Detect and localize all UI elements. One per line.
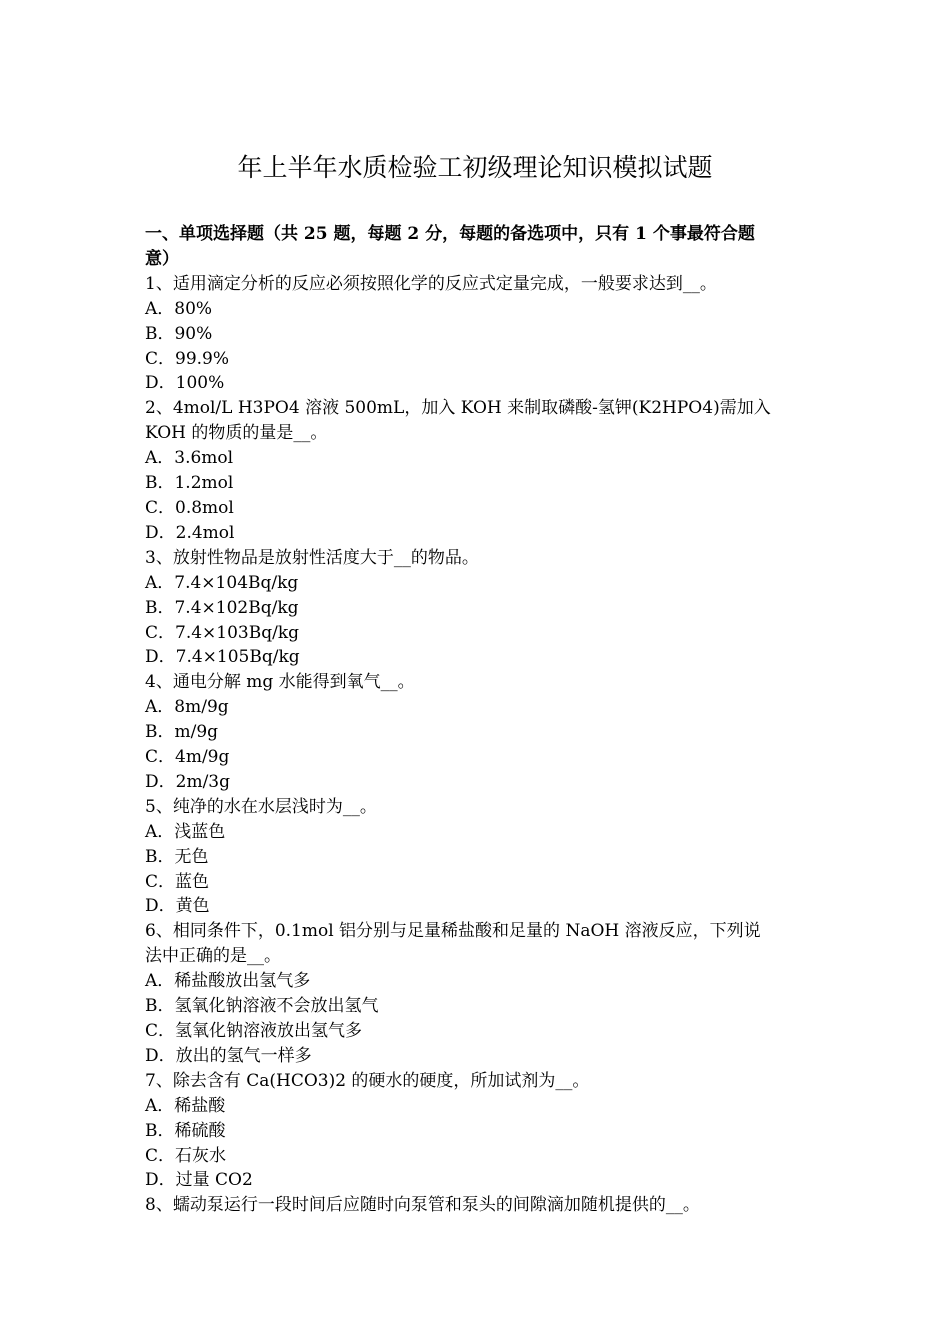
answer-option: C．蓝色 bbox=[145, 871, 210, 892]
answer-option: A．80% bbox=[145, 298, 213, 319]
answer-option: A．8m/9g bbox=[145, 697, 229, 718]
answer-option: B．90% bbox=[145, 323, 213, 344]
answer-option: D．2m/3g bbox=[145, 771, 230, 792]
section-heading-line: 意） bbox=[145, 248, 179, 269]
question-text: 7、除去含有 Ca(HCO3)2 的硬水的硬度，所加试剂为__。 bbox=[145, 1070, 590, 1091]
answer-option: D．黄色 bbox=[145, 896, 210, 917]
answer-option: D．过量 CO2 bbox=[145, 1170, 253, 1191]
question-text: 5、纯净的水在水层浅时为__。 bbox=[145, 796, 377, 817]
question bbox=[145, 919, 810, 1068]
question bbox=[145, 795, 810, 920]
answer-option: B．1.2mol bbox=[145, 473, 234, 494]
answer-option: B．氢氧化钠溶液不会放出氢气 bbox=[145, 996, 379, 1017]
answer-option: A．7.4×104Bq/kg bbox=[145, 572, 299, 593]
question-text: 6、相同条件下，0.1mol 铝分别与足量稀盐酸和足量的 NaOH 溶液反应，下列说 bbox=[145, 921, 761, 942]
answer-option: D．7.4×105Bq/kg bbox=[145, 647, 300, 668]
answer-option: D．放出的氢气一样多 bbox=[145, 1045, 312, 1066]
answer-option: B．无色 bbox=[145, 846, 209, 867]
answer-option: D．100% bbox=[145, 373, 225, 394]
answer-option: C．氢氧化钠溶液放出氢气多 bbox=[145, 1021, 363, 1041]
question bbox=[145, 1193, 810, 1218]
answer-option: A．浅蓝色 bbox=[145, 821, 226, 842]
answer-option: B．稀硫酸 bbox=[145, 1120, 226, 1141]
question-list bbox=[145, 272, 810, 1218]
question-text: 1、适用滴定分析的反应必须按照化学的反应式定量完成，一般要求达到__。 bbox=[145, 273, 717, 294]
answer-option: C．4m/9g bbox=[145, 747, 230, 768]
question bbox=[145, 272, 810, 397]
answer-option: D．2.4mol bbox=[145, 522, 235, 543]
question bbox=[145, 1069, 810, 1194]
question-text: 2、4mol/L H3PO4 溶液 500mL，加入 KOH 来制取磷酸-氢钾(K2HPO4)需加入 bbox=[145, 398, 771, 419]
question-text: 4、通电分解 mg 水能得到氧气__。 bbox=[145, 672, 415, 693]
page-title: 年上半年水质检验工初级理论知识模拟试题 bbox=[237, 153, 713, 182]
answer-option: A．稀盐酸 bbox=[145, 1095, 226, 1116]
answer-option: C．7.4×103Bq/kg bbox=[145, 622, 300, 643]
question-text: KOH 的物质的量是__。 bbox=[145, 423, 328, 444]
answer-option: C．0.8mol bbox=[145, 497, 234, 518]
question bbox=[145, 546, 810, 671]
answer-option: C．石灰水 bbox=[145, 1145, 227, 1166]
answer-option: C．99.9% bbox=[145, 348, 230, 369]
question bbox=[145, 670, 810, 795]
answer-option: A．3.6mol bbox=[145, 448, 234, 469]
question-text: 3、放射性物品是放射性活度大于__的物品。 bbox=[145, 547, 479, 568]
answer-option: B．7.4×102Bq/kg bbox=[145, 597, 299, 618]
section-heading bbox=[145, 222, 810, 272]
question-text: 法中正确的是__。 bbox=[145, 946, 281, 967]
answer-option: B．m/9g bbox=[145, 722, 219, 743]
question bbox=[145, 396, 810, 545]
document-body bbox=[145, 222, 810, 1218]
section-heading-line: 一、单项选择题（共 25 题，每题 2 分，每题的备选项中，只有 1 个事最符合题 bbox=[145, 224, 755, 244]
answer-option: A．稀盐酸放出氢气多 bbox=[145, 971, 311, 992]
question-text: 8、蠕动泵运行一段时间后应随时向泵管和泵头的间隙滴加随机提供的__。 bbox=[145, 1195, 700, 1216]
